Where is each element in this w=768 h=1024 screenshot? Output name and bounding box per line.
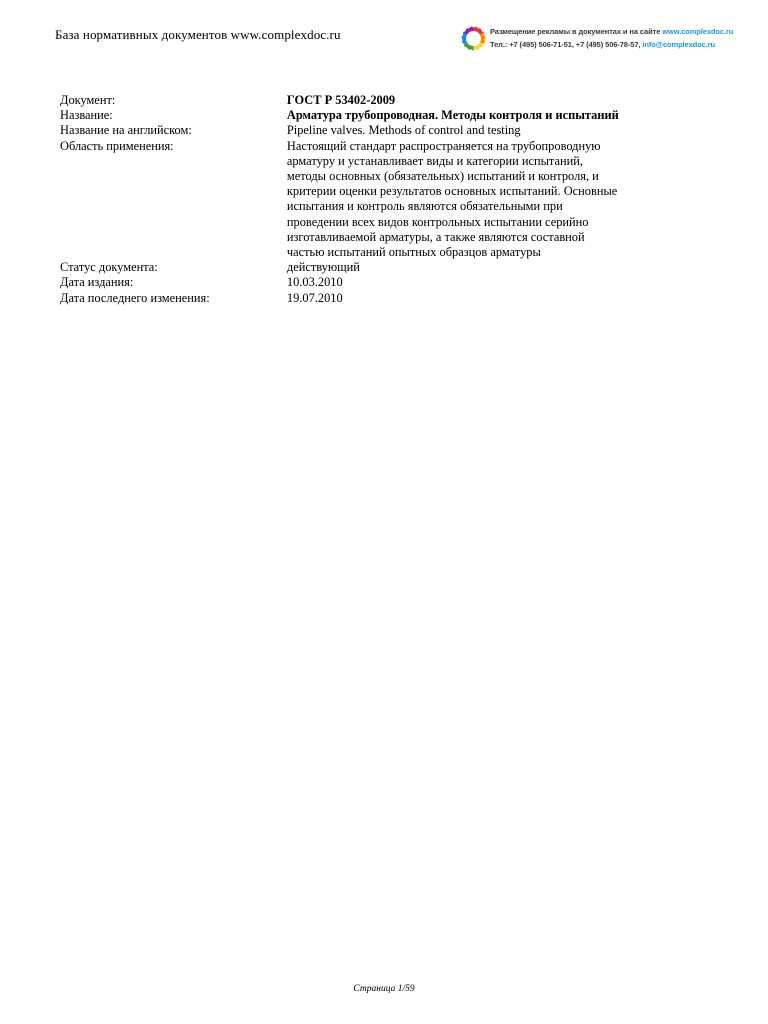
ad-banner[interactable] <box>461 26 761 54</box>
page-number: Страница 1/59 <box>353 984 415 994</box>
site-title: База нормативных документов www.complexdoc.ru <box>55 27 341 42</box>
table-row <box>60 260 620 275</box>
table-row <box>60 291 620 306</box>
gear-logo-icon <box>461 26 486 51</box>
document-status: действующий <box>286 260 360 275</box>
row-label: Дата последнего изменения: <box>60 290 210 305</box>
table-row <box>60 108 620 123</box>
ad-line-contacts <box>490 40 715 49</box>
ad-line1-text: Размещение рекламы в документах и на сайте <box>490 27 663 36</box>
document-code: ГОСТ Р 53402-2009 <box>286 93 396 107</box>
row-label: Дата издания: <box>60 275 134 290</box>
table-row <box>60 123 620 138</box>
row-label: Статус документа: <box>60 260 158 275</box>
document-title: Арматура трубопроводная. Методы контроля и испытаний <box>286 108 619 123</box>
last-modified-date: 19.07.2010 <box>286 290 343 305</box>
row-label: Название: <box>60 108 113 123</box>
document-metadata-table <box>60 93 620 306</box>
table-row <box>60 93 620 108</box>
ad-email-link[interactable]: info@complexdoc.ru <box>642 40 715 49</box>
ad-line2-text: Тел.: +7 (495) 506-71-51, +7 (495) 506-78-57, <box>490 40 643 49</box>
ad-line-advertising <box>490 27 733 36</box>
row-label: Документ: <box>60 93 116 107</box>
table-row <box>60 275 620 290</box>
document-scope: Настоящий стандарт распространяется на трубопроводную арматуру и устанавливает виды и категории испытаний, методы основных (обязательных) испытаний и контроля, и критерии оценки результатов основных испытаний. Основные испытания и контроль являются обязательными при проведении всех видов контрольных испытании серийно изготавливаемой арматуры, а также являются составной частью испытаний опытных образцов арматуры <box>286 138 618 260</box>
publication-date: 10.03.2010 <box>286 275 343 290</box>
row-label: Область применения: <box>60 138 174 153</box>
document-title-english: Pipeline valves. Methods of control and testing <box>286 123 521 138</box>
ad-site-link[interactable]: www.complexdoc.ru <box>662 27 734 36</box>
row-label: Название на английском: <box>60 123 192 138</box>
table-row <box>60 139 620 261</box>
